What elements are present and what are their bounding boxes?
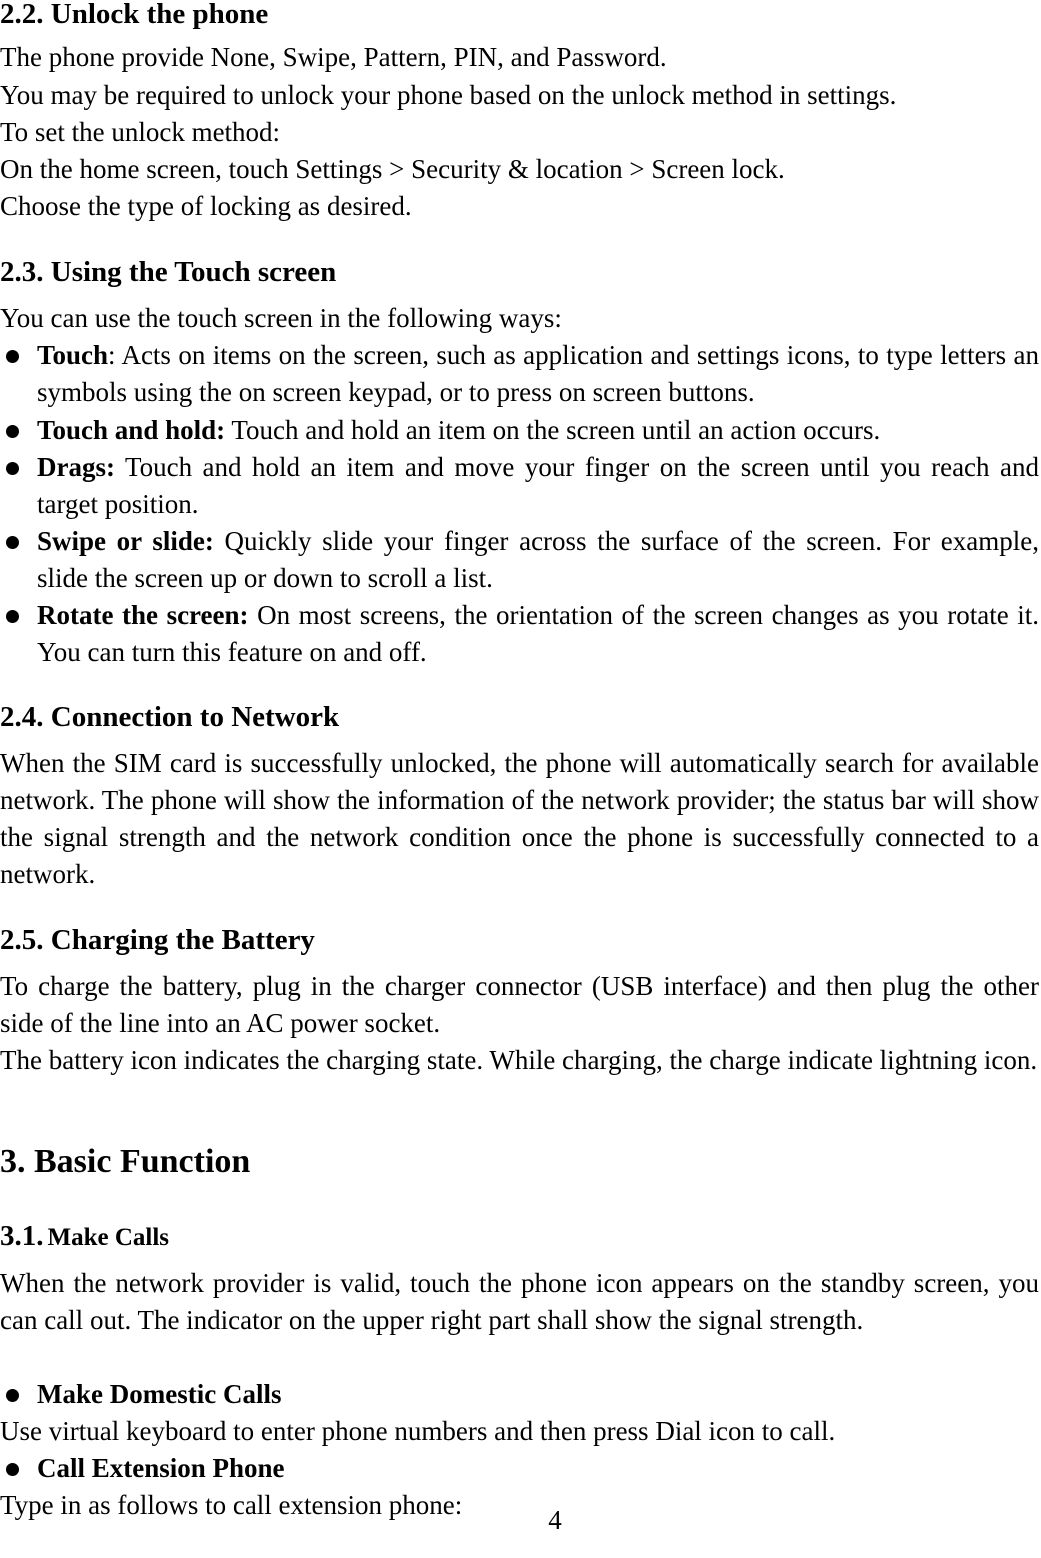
- page-number: 4: [548, 1505, 562, 1535]
- domestic-calls-text: Use virtual keyboard to enter phone numbers and then press Dial icon to call.: [0, 1416, 836, 1446]
- charging-paragraph-1: To charge the battery, plug in the charger connector (USB interface) and then plug the other side of the line into an AC power socket.: [0, 971, 1039, 1038]
- unlock-line-1: The phone provide None, Swipe, Pattern, PIN, and Password.: [0, 42, 667, 72]
- heading-basic-function: 3. Basic Function: [0, 1143, 251, 1180]
- bullet-label: Swipe or slide:: [37, 526, 214, 556]
- bullet-dot-icon: [6, 425, 19, 438]
- bullet-text: Touch and hold an item and move your finger on the screen until you reach and target position.: [37, 452, 1039, 519]
- make-calls-paragraph: When the network provider is valid, touch the phone icon appears on the standby screen, you can call out. The indicator on the upper right part shall show the signal strength.: [0, 1268, 1039, 1335]
- bullet-label: Touch and hold:: [37, 415, 226, 445]
- bullet-drags: [0, 449, 1039, 523]
- bullet-heading-text: Call Extension Phone: [37, 1453, 285, 1483]
- unlock-line-4: On the home screen, touch Settings > Security & location > Screen lock.: [0, 154, 785, 184]
- bullet-label: Drags:: [37, 452, 115, 482]
- heading-title: Make Calls: [47, 1224, 170, 1251]
- bullet-dot-icon: [6, 350, 19, 363]
- heading-connection-to-network: 2.4. Connection to Network: [0, 701, 340, 733]
- bullet-text: On most screens, the orientation of the screen changes as you rotate it. You can turn this feature on and off.: [37, 600, 1039, 667]
- bullet-label: Rotate the screen:: [37, 600, 249, 630]
- heading-number: 3.1.: [0, 1220, 44, 1252]
- bullet-dot-icon: [6, 1389, 19, 1402]
- bullet-touch: [0, 337, 1039, 411]
- bullet-call-extension-phone: [0, 1450, 285, 1487]
- network-paragraph: When the SIM card is successfully unlocked, the phone will automatically search for available network. The phone will show the information of the network provider; the status bar will show the signal strength and the network condition once the phone is successfully connected to a network.: [0, 748, 1039, 889]
- bullet-touch-and-hold: [0, 412, 1039, 449]
- heading-make-calls: [0, 1220, 169, 1253]
- bullet-dot-icon: [6, 536, 19, 549]
- unlock-line-5: Choose the type of locking as desired.: [0, 191, 412, 221]
- charging-paragraph-2: The battery icon indicates the charging state. While charging, the charge indicate lightning icon.: [0, 1045, 1038, 1075]
- bullet-text: : Acts on items on the screen, such as application and settings icons, to type letters an symbols using the on screen keypad, or to press on screen buttons.: [37, 340, 1039, 407]
- bullet-heading-text: Make Domestic Calls: [37, 1379, 282, 1409]
- bullet-make-domestic-calls: [0, 1376, 281, 1413]
- extension-phone-text: Type in as follows to call extension phone:: [0, 1490, 463, 1520]
- bullet-label: Touch: [37, 340, 109, 370]
- bullet-rotate-the-screen: [0, 597, 1039, 671]
- bullet-text: Quickly slide your finger across the surface of the screen. For example, slide the screen up or down to scroll a list.: [37, 526, 1039, 593]
- heading-unlock-the-phone: 2.2. Unlock the phone: [0, 0, 269, 30]
- heading-charging-battery: 2.5. Charging the Battery: [0, 924, 315, 956]
- unlock-line-3: To set the unlock method:: [0, 117, 281, 147]
- heading-using-touch-screen: 2.3. Using the Touch screen: [0, 256, 337, 288]
- bullet-dot-icon: [6, 462, 19, 475]
- bullet-text: Touch and hold an item on the screen until an action occurs.: [225, 415, 881, 445]
- unlock-line-2: You may be required to unlock your phone based on the unlock method in settings.: [0, 80, 897, 110]
- bullet-dot-icon: [6, 1463, 19, 1476]
- touch-intro: You can use the touch screen in the following ways:: [0, 303, 562, 333]
- bullet-swipe-or-slide: [0, 523, 1039, 597]
- bullet-dot-icon: [6, 610, 19, 623]
